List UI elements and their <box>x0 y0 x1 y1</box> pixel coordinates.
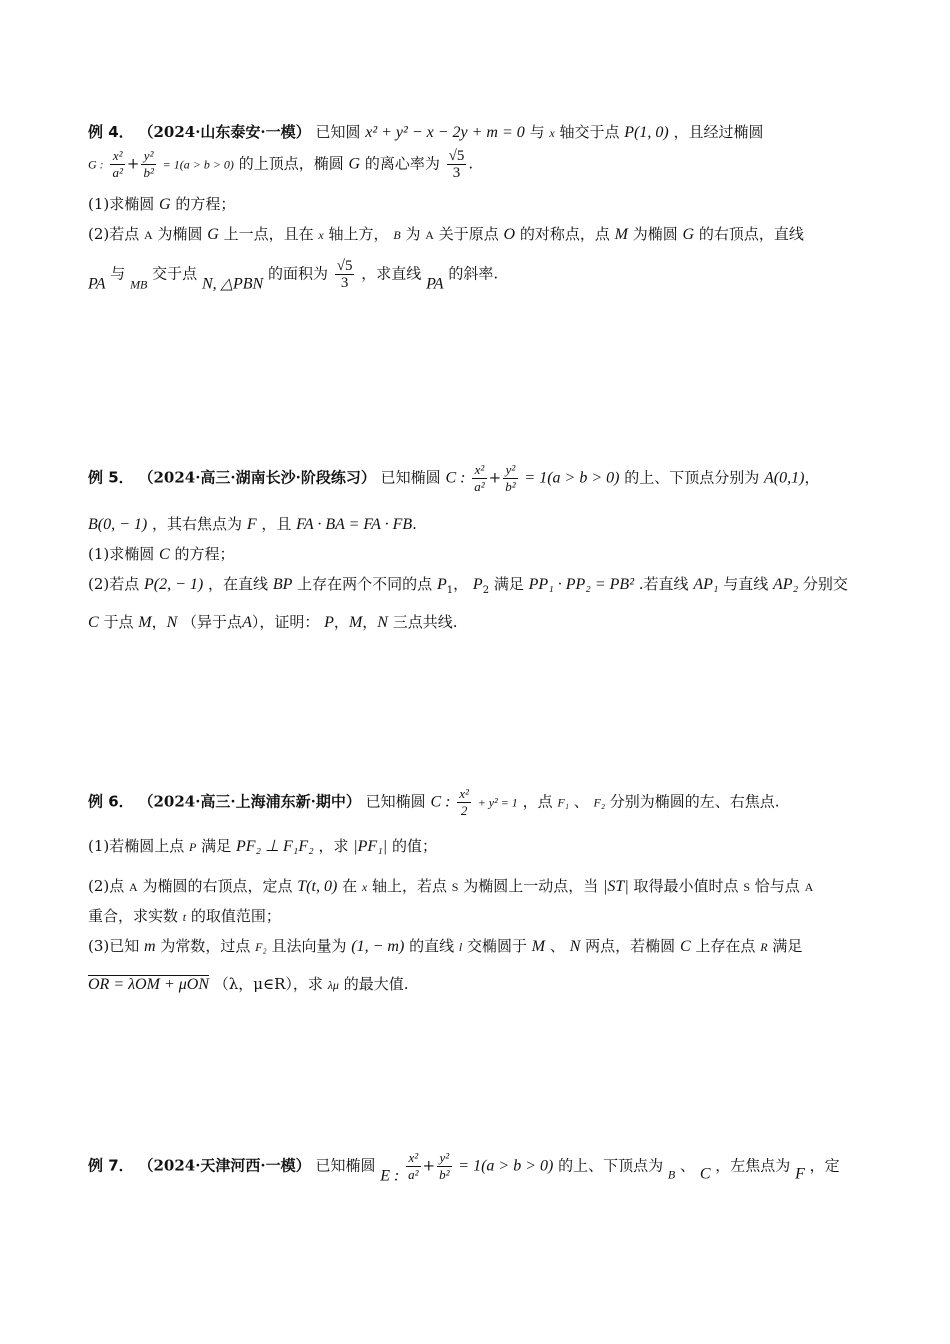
text: 的面积为 <box>267 264 328 283</box>
text: 取得最小值时点 <box>633 877 739 895</box>
denominator: a² <box>474 479 485 494</box>
line-pa: PA <box>426 275 444 293</box>
denominator: 2 <box>460 803 468 818</box>
text: ，点 <box>522 792 553 811</box>
text: 交于点 <box>152 264 198 283</box>
text: . <box>468 154 474 173</box>
text: 为椭圆 <box>157 225 203 243</box>
text: 已知椭圆 <box>315 1156 376 1175</box>
fraction-y <box>141 148 155 181</box>
text: 轴交于点 <box>559 123 620 141</box>
numerator: √5 <box>448 148 465 164</box>
text: 满足 <box>493 575 524 593</box>
math-m: M <box>614 226 628 243</box>
text: .若直线 <box>638 575 689 593</box>
math-x: x <box>361 880 368 894</box>
math-a: A <box>144 228 153 242</box>
question-2: (2)若点 <box>88 575 140 593</box>
focus-f2: F₂ <box>593 795 605 810</box>
perp-condition: PF₂ ⊥ F₁F₂ <box>235 838 314 855</box>
math-a: A <box>242 614 252 631</box>
numerator: x² <box>110 148 124 165</box>
normal-vector: (1, − m) <box>351 938 405 955</box>
line-ap1: AP₁ <box>693 576 719 593</box>
text: 的右顶点，直线 <box>698 225 804 243</box>
example-5: 例 5． （2024·高三·湖南长沙·阶段练习） 已知椭圆 C : $\frac{\text{x²}}{\text{a²}}$ + $\frac{\text{y²}}{\text{b²}}$ = 1(a > b > 0) 的上、下顶点分别为 A(0,1)， B(0, − 1) ，其右焦点为 F ，且 FA · BA = FA · FB. (1)求椭圆 C 的方程； (2)若点 P(2, − 1) ，在直线 BP 上存在两个不同的点 $P_1$， $P_2$ 满足 PP₁ · PP₂ = PB² .若直线 AP₁ 与直线 AP₂ 分别交 C 于点 M，N （异于点A），证明： P，M，N 三点共线. <box>88 462 848 631</box>
text: 与直线 <box>723 575 769 593</box>
question-1: (1)求椭圆 <box>88 545 155 563</box>
point-b: B(0, − 1) <box>88 516 148 533</box>
denominator: b² <box>439 1167 450 1182</box>
text: 为常数，过点 <box>160 937 251 955</box>
denominator: 3 <box>452 165 461 181</box>
math-b: B <box>667 1167 676 1182</box>
text: 已知椭圆 <box>380 468 441 487</box>
example-label: 例 5． <box>88 468 134 487</box>
math-m: M <box>348 614 363 631</box>
vector-equation: OR = λOM + μON <box>88 976 209 993</box>
line-pa: PA <box>88 275 106 293</box>
text: ，求直线 <box>361 264 422 283</box>
math-n: N <box>569 938 581 955</box>
text: 的取值范围； <box>190 907 281 925</box>
text: 且法向量为 <box>271 937 347 955</box>
example-7: 例 7． （2024·天津河西·一模） 已知椭圆 E : $\frac{\text{x²}}{\text{a²}}$ + $\frac{\text{y²}}{\text{b²}}$ = 1(a > b > 0) 的上、下顶点为 $_B$ 、 C ，左焦点为 F ，定 <box>88 1150 840 1185</box>
text: 的上顶点，椭圆 <box>238 154 344 173</box>
example-label: 例 7． <box>88 1156 134 1175</box>
text: 、 <box>680 1156 696 1175</box>
point-a: A(0,1) <box>764 469 805 487</box>
fraction-x <box>406 1150 420 1183</box>
equation-tail: = 1(a > b > 0) <box>524 469 620 487</box>
numerator: x² <box>459 786 469 801</box>
math-a: A <box>425 228 434 242</box>
denominator: 3 <box>340 275 349 291</box>
text: 为椭圆上一动点，当 <box>463 877 599 895</box>
math-a: A <box>129 880 138 894</box>
fraction-y <box>503 462 517 495</box>
question-1: (1)求椭圆 <box>88 195 155 213</box>
text: ，定 <box>809 1156 840 1175</box>
text: 满足 <box>772 937 803 955</box>
text: 于点 <box>103 613 134 631</box>
math-f: F <box>246 516 257 533</box>
ellipse-e-name: E : <box>380 1167 400 1185</box>
math-o: O <box>503 226 516 243</box>
equation-tail: + y² = 1 <box>477 795 518 810</box>
point-p1: P <box>436 576 447 593</box>
math-l: l <box>458 940 463 954</box>
text: 满足 <box>201 837 232 855</box>
example-label: 例 6． <box>88 792 134 811</box>
point-t: T(t, 0) <box>297 878 338 895</box>
text: 上存在点 <box>695 937 756 955</box>
denominator: b² <box>505 479 516 494</box>
point-p2: P <box>472 576 483 593</box>
math-p: P <box>189 840 197 854</box>
source: （2024·高三·湖南长沙·阶段练习） <box>138 468 376 487</box>
text: 为 <box>405 225 421 243</box>
abs-st: |ST| <box>603 878 629 895</box>
text: 与 <box>110 264 126 283</box>
triangle-pbn: N, △PBN <box>201 275 264 293</box>
text: 与 <box>529 123 545 141</box>
text: 为椭圆 <box>632 225 678 243</box>
lambda-mu: λμ <box>327 978 339 992</box>
text: 的直线 <box>409 937 455 955</box>
point-p: P(2, − 1) <box>144 576 204 593</box>
question-3: (3)已知 <box>88 937 140 955</box>
math-x: x <box>549 126 555 140</box>
equation-tail: = 1(a > b > 0) <box>458 1157 554 1175</box>
text: ），证明： <box>251 613 320 631</box>
math-n: N <box>166 614 178 631</box>
text: 、 <box>549 937 565 955</box>
text: 的方程； <box>174 545 235 563</box>
denominator: a² <box>112 165 123 180</box>
equation-tail: = 1(a > b > 0) <box>162 157 234 172</box>
text: 的离心率为 <box>364 154 440 173</box>
circle-equation: x² + y² − x − 2y + m = 0 <box>365 124 525 141</box>
math-s: S <box>451 880 459 894</box>
fraction-x <box>457 786 471 819</box>
math-m: m <box>144 938 156 955</box>
text: 重合，求实数 <box>88 907 179 925</box>
text: 为椭圆的右顶点，定点 <box>142 877 293 895</box>
text: 上存在两个不同的点 <box>297 575 433 593</box>
text: 在 <box>342 877 358 895</box>
math-p: P <box>324 614 334 631</box>
math-r: R <box>760 940 768 954</box>
text: ，左焦点为 <box>715 1156 791 1175</box>
text: 恰与点 <box>754 877 800 895</box>
text: ，在直线 <box>208 575 269 593</box>
pp-equation: PP₁ · PP₂ = PB² <box>528 576 634 593</box>
math-g: G <box>682 226 695 243</box>
text: . <box>412 515 417 533</box>
math-s: S <box>743 880 750 894</box>
text: ，求 <box>318 837 349 855</box>
text: 轴上，若点 <box>371 877 447 895</box>
math-f: F <box>795 1165 805 1183</box>
source: （2024·天津河西·一模） <box>138 1156 311 1175</box>
text: 三点共线. <box>392 613 458 631</box>
denominator: a² <box>408 1167 419 1182</box>
math-b: B <box>393 228 401 242</box>
text: 的方程； <box>175 195 236 213</box>
abs-pf1: |PF₁| <box>353 838 388 855</box>
math-m: M <box>138 614 152 631</box>
text: 的斜率. <box>448 264 499 283</box>
question-2: (2)点 <box>88 877 125 895</box>
math-c: C <box>679 938 691 955</box>
math-c: C <box>159 546 170 563</box>
math-n: N <box>377 614 388 631</box>
text: 的值； <box>391 837 437 855</box>
source: （2024·山东泰安·一模） <box>138 123 311 141</box>
eccentricity-fraction <box>447 148 467 181</box>
math-c: C <box>699 1165 711 1183</box>
text: ，且经过椭圆 <box>673 123 764 141</box>
ellipse-g-name: G : <box>88 157 104 172</box>
math-x: x <box>318 228 324 242</box>
ellipse-c-name: C : <box>445 469 466 487</box>
example-6 <box>88 786 868 1000</box>
question-2: (2)若点 <box>88 225 140 243</box>
text: 、 <box>573 792 589 811</box>
denominator: b² <box>143 165 154 180</box>
fraction-y <box>437 1150 451 1183</box>
math-a: A <box>804 880 814 894</box>
line-ap2: AP₂ <box>773 576 799 593</box>
focus-f2: F₂ <box>255 940 267 954</box>
text: 两点，若椭圆 <box>585 937 676 955</box>
numerator: √5 <box>336 258 353 274</box>
numerator: y² <box>503 462 517 479</box>
text: 交椭圆于 <box>466 937 527 955</box>
source: （2024·高三·上海浦东新·期中） <box>138 792 361 811</box>
math-g: G <box>348 155 361 173</box>
text: ，且 <box>261 515 292 533</box>
numerator: y² <box>437 1150 451 1167</box>
text: 轴上方， <box>328 225 389 243</box>
math-g: G <box>207 226 219 243</box>
fraction-x <box>472 462 486 495</box>
text: 关于原点 <box>438 225 499 243</box>
area-fraction <box>335 258 355 291</box>
fraction-x <box>110 148 124 181</box>
numerator: y² <box>141 148 155 165</box>
example-4: 例 4． （2024·山东泰安·一模） 已知圆 x² + y² − x − 2y + m = 0 与 x 轴交于点 P(1, 0) ，且经过椭圆 G : $\frac{\text{x²}}{\text{a²}}$ + $\frac{\text{y²}}{\text{b²}}$ = 1(a > b > 0) 的上顶点，椭圆 G 的离心率为 $\frac{√5}{3}$ . (1)求椭圆 G 的方程； (2)若点 A 为椭圆 G 上一点，且在 x 轴上方， B 为 A 关于原点 O 的对称点，点 M 为椭圆 G 的右顶点，直线 PA 与 $_{MB}$ 交于点 N, △PBN 的面积为 $\frac{√5}{3}$ ，求直线 PA 的斜率. <box>88 123 804 293</box>
text: （λ，μ∈R），求 <box>213 975 323 993</box>
question-1: (1)若椭圆上点 <box>88 837 185 855</box>
line-bp: BP <box>272 576 293 593</box>
ellipse-c-name: C : <box>430 793 451 811</box>
math-t: t <box>182 910 187 924</box>
line-mb: MB <box>130 277 148 292</box>
text: （异于点 <box>182 613 243 631</box>
text: 的上、下顶点分别为 <box>624 468 760 487</box>
vector-equation: FA · BA = FA · FB <box>296 516 413 533</box>
text: 的上、下顶点为 <box>558 1156 664 1175</box>
text: 已知圆 <box>315 123 361 141</box>
numerator: x² <box>472 462 486 479</box>
text: 已知椭圆 <box>365 792 426 811</box>
point-p: P(1, 0) <box>624 124 669 141</box>
focus-f1: F₁ <box>557 795 569 810</box>
text: 的对称点，点 <box>519 225 610 243</box>
text: ， <box>804 468 820 487</box>
text: 分别为椭圆的左、右焦点. <box>609 792 780 811</box>
text: 的最大值. <box>343 975 409 993</box>
text: 分别交 <box>802 575 848 593</box>
text: 上一点，且在 <box>223 225 314 243</box>
math-c: C <box>88 614 99 631</box>
numerator: x² <box>406 1150 420 1167</box>
text: ，其右焦点为 <box>152 515 243 533</box>
math-g: G <box>159 196 171 213</box>
example-label: 例 4． <box>88 123 134 141</box>
math-m: M <box>531 938 546 955</box>
